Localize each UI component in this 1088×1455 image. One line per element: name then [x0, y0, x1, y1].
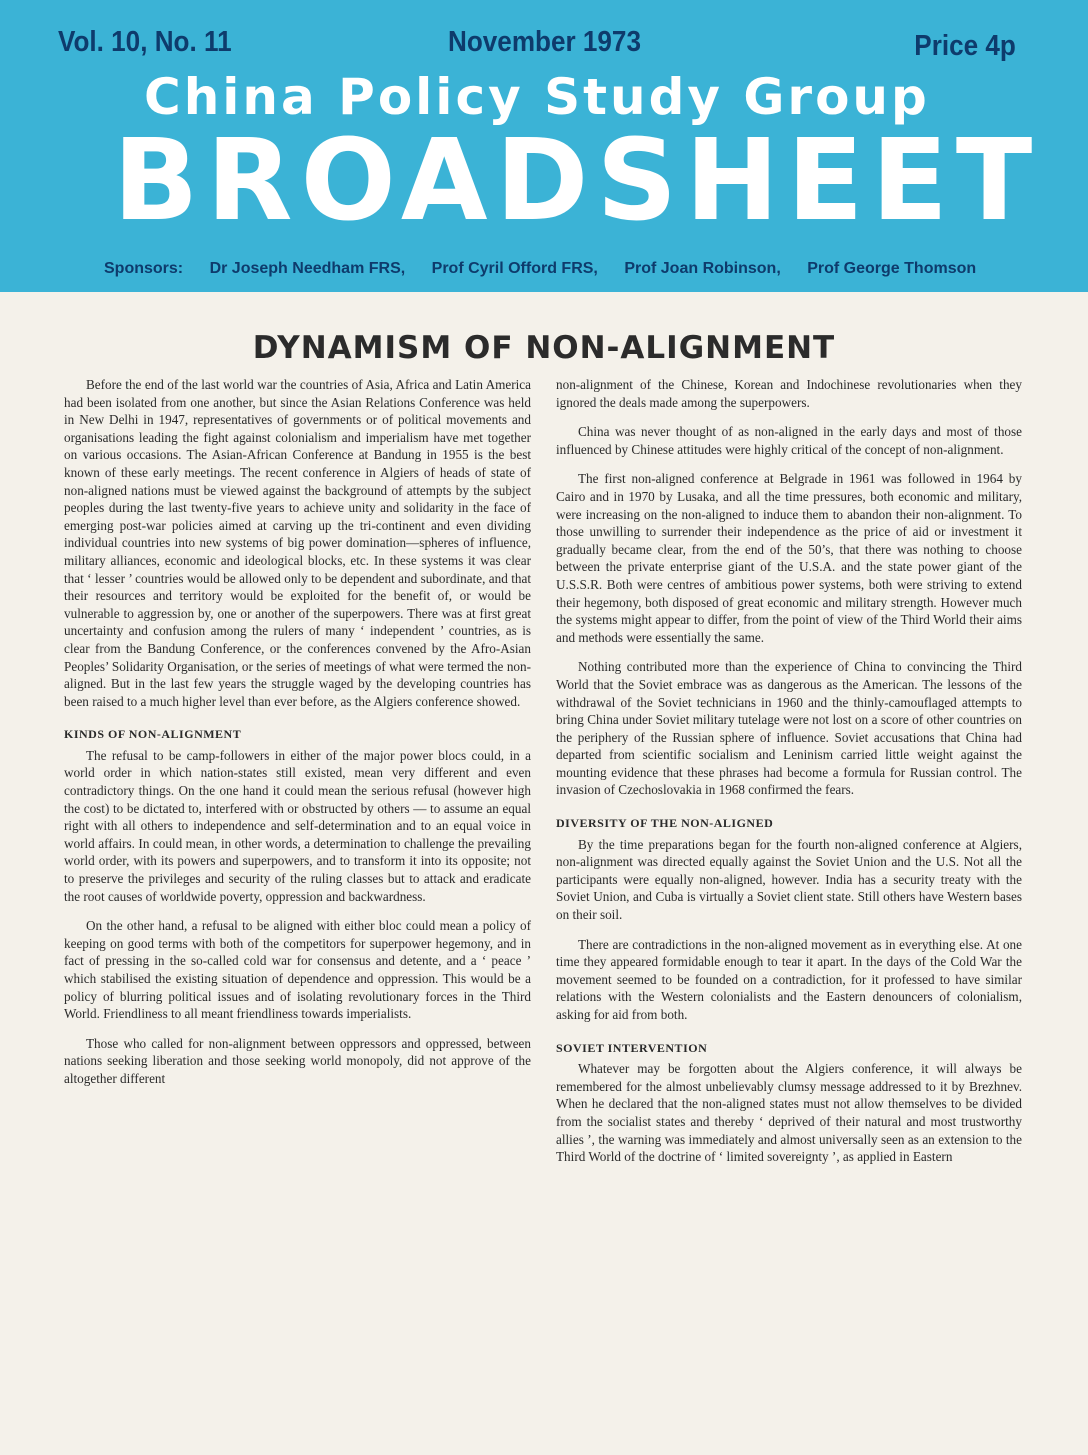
article-title: DYNAMISM OF NON-ALIGNMENT — [252, 330, 836, 366]
issue-date: November 1973 — [448, 26, 641, 58]
section-heading: KINDS OF NON-ALIGNMENT — [64, 727, 242, 742]
sponsors-label: Sponsors: — [104, 260, 184, 277]
masthead — [0, 0, 1088, 292]
volume-number: Vol. 10, No. 11 — [58, 26, 232, 58]
paragraph: By the time preparations began for the fourth non-aligned conference at Algiers, non-alignment was directed equally against the Soviet Union and the U.S. Not all the participants were equally non-aligned, however. India has a security treaty with the Soviet Union, and Cuba is virtually a Soviet client state. Still others have Western bases on their soil. — [556, 836, 1022, 923]
issue-price: Price 4p — [914, 30, 1016, 62]
paragraph: There are contradictions in the non-aligned movement as in everything else. At one time they appeared formidable enough to tear it apart. In the days of the Cold War the movement seemed to be founded on a contradiction, for it professed to have similar relations with the Western colonialists and the Eastern denouncers of colonialism, asking for aid from both. — [556, 936, 1022, 1022]
organization-name: China Policy Study Group — [144, 68, 930, 126]
paragraph: The refusal to be camp-followers in either of the major power blocs could, in a world order in which nation-states still existed, mean very different and even contradictory things. On the one hand it could mean the serious refusal (however high the cost) to be dictated to, interfered with or obstructed by others — to assume an equal right with all others to independence and self-determination and to an equal voice in world affairs. In could mean, in other words, a determination to challenge the prevailing world order, with its powers and superpowers, and to transform it into its opposite; not to preserve the privileges and security of the ruling classes but to attack and eradicate the root causes of worldwide poverty, oppression and backwardness. — [64, 747, 531, 904]
masthead-info-line — [0, 26, 1088, 66]
paragraph: The first non-aligned conference at Belgrade in 1961 was followed in 1964 by Cairo and in 1970 by Lusaka, and all the time pressures, both economic and military, were increasing on the non-aligned to induce them to abandon their non-alignment. To those unwilling to surrender their independence as the price of aid or investment it gradually became clear, from the end of the 50’s, that there was nothing to choose between the private enterprise giant of the U.S.A. and the state power giant of the U.S.S.R. Both were centres of ambitious power systems, both were striving to extend their hegemony, both disposed of great economic and military strength. However much the systems might appear to differ, from the point of view of the Third World their aims and methods were essentially the same. — [556, 471, 1022, 645]
paragraph: non-alignment of the Chinese, Korean and Indochinese revolutionaries when they ignored the deals made among the superpowers. — [556, 377, 1022, 410]
paragraph: China was never thought of as non-aligned in the early days and most of those influenced by Chinese attitudes were highly critical of the concept of non-alignment. — [556, 424, 1022, 457]
paragraph: On the other hand, a refusal to be aligned with either bloc could mean a policy of keeping on good terms with both of the competitors for superpower hegemony, and in fact of pressing in the so-called cold war for consensus and detente, and a ‘ peace ’ which stabilised the existing situation of dependence and oppression. This would be a policy of blurring political issues and of isolating revolutionary forces in the Third World. Friendliness to all meant friendliness towards imperialists. — [64, 918, 531, 1022]
section-heading: SOVIET INTERVENTION — [556, 1040, 708, 1055]
sponsor-name: Prof George Thomson — [807, 260, 977, 277]
paragraph: Before the end of the last world war the countries of Asia, Africa and Latin America had been isolated from one another, but since the Asian Relations Conference was held in New Delhi in 1947, representatives of governments or of political movements and organisations leading the fight against colonialism and imperialism have met together on various occasions. The Asian-African Conference at Bandung in 1955 is the best known of these early meetings. The recent conference in Algiers of heads of state of non-aligned nations must be viewed against the background of attempts by the subject peoples during the last twenty-five years to achieve unity and solidarity in the face of emerging post-war policies aimed at carving up the tri-continent and even dividing individual countries into new systems of big power domination—spheres of influence, military alliances, economic and ideological blocks, etc. In these systems it was clear that ‘ lesser ’ countries would be allowed only to be dependent and subordinate, and that their resources and territory would be exploited for the benefit of, or would be vulnerable to aggression by, one or another of the superpowers. There was at first great uncertainty and confusion among the rulers of many ‘ independent ’ countries, as is clear from the Bandung Conference, or the conferences convened by the Afro-Asian Peoples’ Solidarity Organisation, or the series of meetings of what were termed the non-aligned. But in the last few years the struggle waged by the developing countries has been raised to a much higher level than ever before, as the Algiers conference showed. — [64, 377, 531, 709]
sponsors-line — [104, 260, 998, 278]
paragraph: Those who called for non-alignment between oppressors and oppressed, between nations seeking liberation and those seeking world monopoly, did not approve of the altogether different — [64, 1035, 531, 1086]
paragraph: Whatever may be forgotten about the Algiers conference, it will always be remembered for the almost unbelievably clumsy message addressed to it by Brezhnev. When he declared that the non-aligned states must not allow themselves to be divided from the socialist states and thereby ‘ deprived of their natural and most trustworthy allies ’, the warning was immediately and almost universally seen as an extension to the Third World of the doctrine of ‘ limited sovereignty ’, as applied in Eastern — [556, 1061, 1022, 1165]
sponsor-name: Dr Joseph Needham FRS, — [209, 260, 406, 277]
sponsor-name: Prof Joan Robinson, — [624, 260, 781, 277]
article-column-right — [556, 376, 1022, 1178]
paragraph: Nothing contributed more than the experience of China to convincing the Third World that the Soviet embrace was as dangerous as the American. The lessons of the withdrawal of the Soviet technicians in 1960 and the thinly-camouflaged attempts to bring China under Soviet military tutelage were not lost on a score of other countries on the periphery of the Russian sphere of influence. Soviet accusations that China had departed from scientific socialism and Leninism carried little weight against the mounting evidence that these phrases had become a formula for Russian control. The invasion of Czechoslovakia in 1968 confirmed the fears. — [556, 659, 1022, 798]
section-heading: DIVERSITY OF THE NON-ALIGNED — [556, 816, 774, 831]
sponsor-name: Prof Cyril Offord FRS, — [431, 260, 598, 277]
publication-title: BROADSHEET — [113, 116, 1041, 246]
article-column-left — [64, 376, 531, 1100]
